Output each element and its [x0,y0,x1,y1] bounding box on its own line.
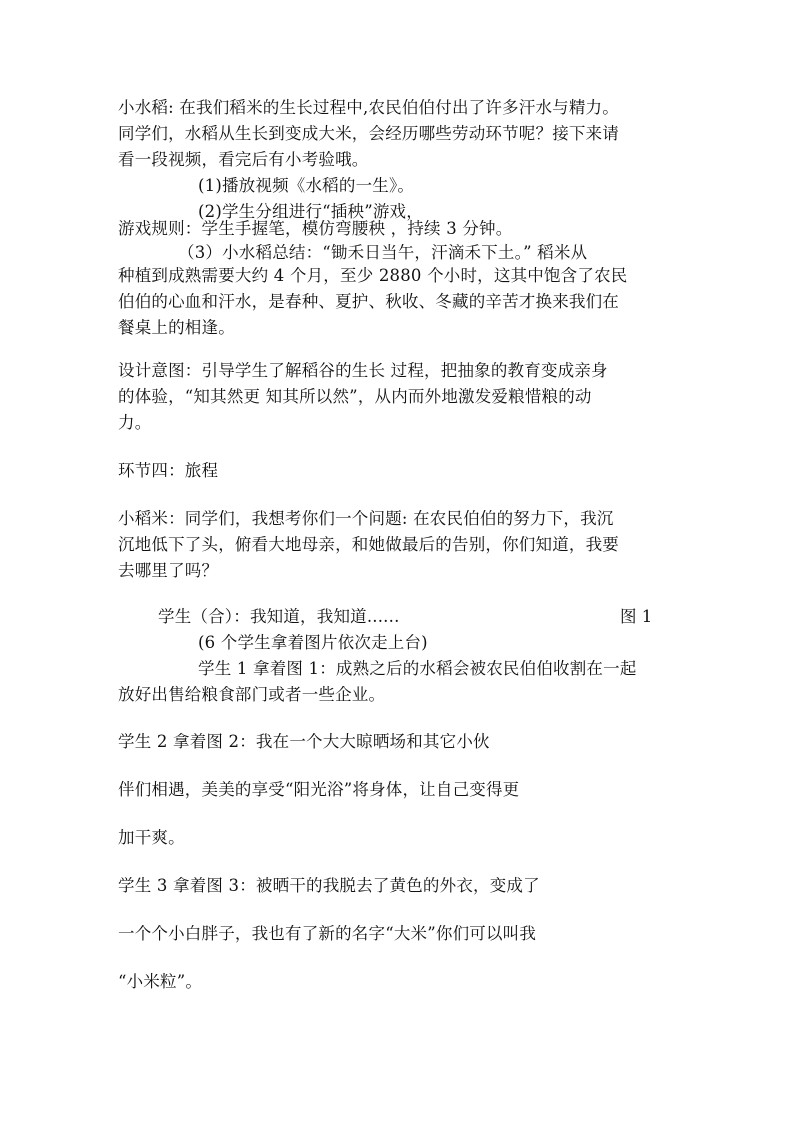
figure-label: 图 1 [620,607,653,626]
section-heading: 环节四：旅程 [118,461,219,480]
paragraph-line: 一个个小白胖子，我也有了新的名字“大米”你们可以叫我 [118,924,537,943]
paragraph-line: 力。 [118,413,152,432]
paragraph-line: 小水稻: 在我们稻米的生长过程中,农民伯伯付出了许多汗水与精力。 [118,98,619,117]
paragraph-line: 加干爽。 [118,828,185,847]
paragraph-line: 学生 2 拿着图 2：我在一个大大晾晒场和其它小伙 [118,732,490,751]
paragraph-line: (6 个学生拿着图片依次走上台) [198,633,428,652]
paragraph-line: 学生 1 拿着图 1：成熟之后的水稻会被农民伯伯收割在一起 [198,659,637,678]
paragraph-line: 游戏规则：学生手握笔，模仿弯腰秧 ，持续 3 分钟。 [118,219,513,238]
paragraph-line: 伴们相遇，美美的享受“阳光浴”将身体，让自己变得更 [118,780,520,799]
paragraph-line: 设计意图：引导学生了解稻谷的生长 过程，把抽象的教育变成亲身 [118,361,608,380]
paragraph-line: 看一段视频，看完后有小考验哦。 [118,150,369,169]
paragraph-line: 学生（合）：我知道，我知道...... [158,607,400,626]
paragraph-line: 去哪里了吗？ [118,561,219,580]
paragraph-line: 同学们，水稻从生长到变成大米，会经历哪些劳动环节呢？接下来请 [118,124,619,143]
paragraph-line: (1)播放视频《水稻的一生》。 [198,176,415,195]
paragraph-line: (2)学生分组进行“插秧”游戏， [198,202,423,221]
paragraph-line: 放好出售给粮食部门或者一些企业。 [118,685,386,704]
paragraph-line: 伯伯的心血和汗水，是春种、夏护、秋收、冬藏的辛苦才换来我们在 [118,292,619,311]
paragraph-line: （3）小水稻总结：“锄禾日当午，汗滴禾下土。” 稻米从 [178,243,588,262]
paragraph-line: 的体验，“知其然更 知其所以然”，从内而外地激发爱粮惜粮的动 [118,387,592,406]
paragraph-line: 种植到成熟需要大约 4 个月，至少 2880 个小时，这其中饱含了农民 [118,266,628,285]
paragraph-line: 沉地低下了头，俯看大地母亲，和她做最后的告别，你们知道，我要 [118,535,619,554]
paragraph-line: 学生 3 拿着图 3：被晒干的我脱去了黄色的外衣，变成了 [118,876,540,895]
paragraph-line: 餐桌上的相逢。 [118,318,235,337]
paragraph-line: “小米粒”。 [118,972,203,991]
paragraph-line: 小稻米：同学们，我想考你们一个问题: 在农民伯伯的努力下，我沉 [118,509,614,528]
